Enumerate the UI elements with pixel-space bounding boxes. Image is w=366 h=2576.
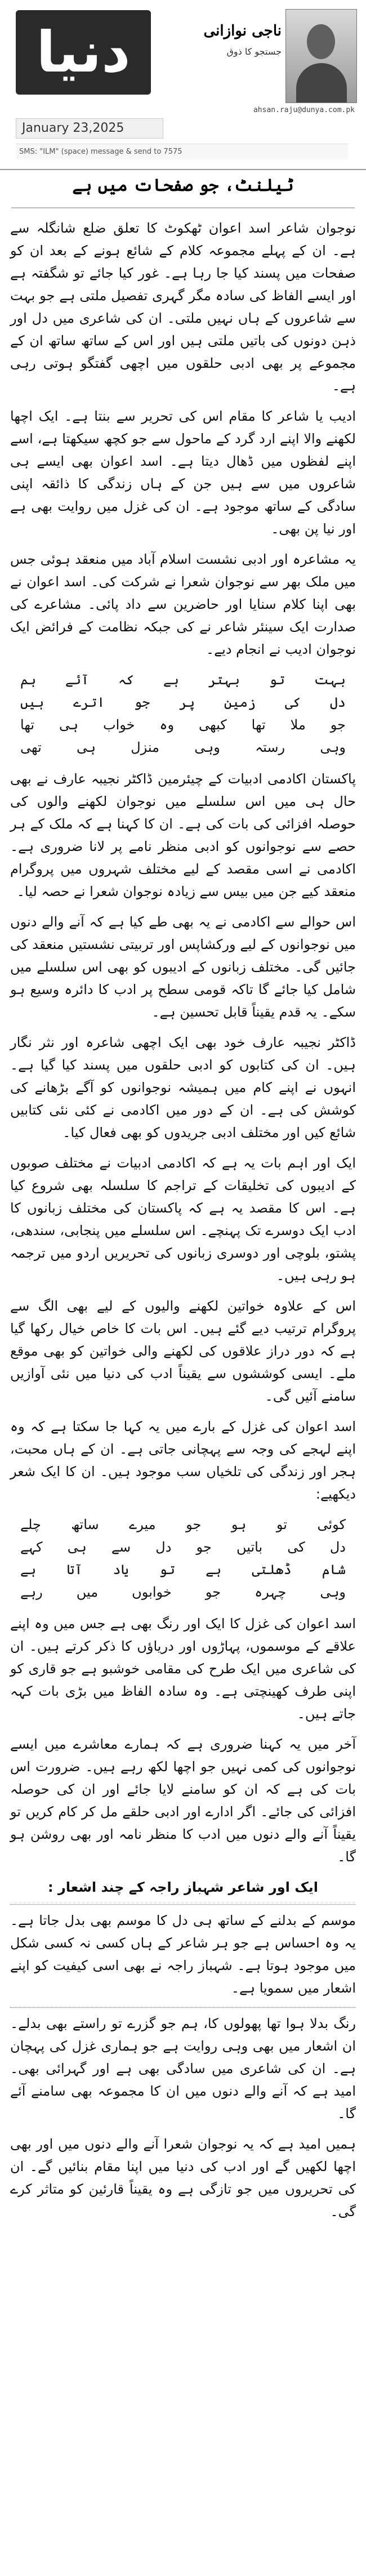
paragraph-8: اس کے علاوہ خواتین لکھنے والیوں کے لیے بھی الگ سے پروگرام ترتیب دیے گئے ہیں۔ اس بات کا خاص خیال رکھا گیا ہے کہ دور دراز علاقوں کی لکھنے والی خواتین کو بھی موقع ملے۔ ایسی کوششوں سے یقیناً ادب کی دنیا میں نئی آوازیں سامنے آئیں گی۔	[10, 1298, 356, 1404]
author-name: ناجی نوازانی	[203, 23, 282, 39]
dotted-divider	[10, 2007, 356, 2008]
poem-block-2	[10, 1513, 356, 1603]
poem-line: وہی چہرہ جو خوابوں میں رہے	[20, 1584, 346, 1600]
author-photo	[285, 9, 357, 103]
paragraph-5: اس حوالے سے اکادمی نے یہ بھی طے کیا ہے کہ آنے والے دنوں میں نوجوانوں کے لیے ورکشاپس اور تربیتی نشستیں منعقد کی جائیں گی۔ مختلف زبانوں کے ادیبوں کو بھی اس سلسلے میں شامل کیا جائے گا تاکہ قومی سطح پر ادب کا دائرہ وسیع ہو سکے۔ یہ قدم یقیناً قابل تحسین ہے۔	[10, 914, 356, 1020]
author-photo-body	[296, 63, 347, 102]
paragraph-4: پاکستان اکادمی ادبیات کے چیئرمین ڈاکٹر نجیبہ عارف نے بھی حال ہی میں اس سلسلے میں نوجوان لکھنے والوں کی حوصلہ افزائی کی بات کی ہے۔ ان کا کہنا ہے کہ ملک کے ہر حصے سے نوجوانوں کو ادبی منظر نامے پر لانا ضروری ہے۔ اکادمی نے اسی مقصد کے لیے مختلف شہروں میں پروگرام منعقد کیے جن میں بیس سے زیادہ نوجوان شعرا نے حصہ لیا۔	[10, 771, 356, 899]
paragraph-6: ڈاکٹر نجیبہ عارف خود بھی ایک اچھی شاعرہ اور نثر نگار ہیں۔ ان کی کتابوں کو ادبی حلقوں میں پسند کیا گیا ہے۔ انہوں نے اپنے کام میں ہمیشہ نوجوانوں کو آگے بڑھانے کی کوشش کی ہے۔ ان کے دور میں اکادمی نے کئی نئی کتابیں شائع کیں اور مختلف ادبی جریدوں کو بھی فعال کیا۔	[10, 1035, 356, 1140]
poem-line: وہی رستہ وہی منزل ہی تھی	[20, 739, 346, 755]
poem-line: بہت تو بہتر ہے کہ آئے ہم	[20, 672, 346, 688]
newspaper-logo: دنیا	[16, 10, 151, 95]
poem-line: کوئی تو ہو جو میرے ساتھ چلے	[20, 1517, 346, 1532]
poem-line: شام ڈھلتی ہے تو یاد آتا ہے	[20, 1562, 346, 1577]
paragraph-14: ہمیں امید ہے کہ یہ نوجوان شعرا آنے والے دنوں میں اور بھی اچھا لکھیں گے اور ادب کی دنیا میں اپنا مقام بنائیں گے۔ ان کی تحریروں میں جو تازگی ہے وہ یقیناً قارئین کو متاثر کرے گی۔	[10, 2136, 356, 2220]
sms-subscription-line: SMS: "ILM" (space) message & send to 7575	[16, 144, 348, 159]
poem-line: دل کی زمین پر جو اترے ہیں	[20, 694, 346, 710]
author-email[interactable]: ahsan.raju@dunya.com.pk	[253, 106, 355, 114]
author-box	[186, 6, 360, 118]
column-name: جستجو کا ذوق	[226, 46, 282, 57]
paragraph-2: ادیب یا شاعر کا مقام اس کی تحریر سے بنتا ہے۔ ایک اچھا لکھنے والا اپنے ارد گرد کے ماحول سے جو کچھ سیکھتا ہے، اسے اپنے لفظوں میں ڈھال دیتا ہے۔ اسد اعوان بھی ایسے ہی شاعروں میں سے ہیں جن کے ہاں زندگی کا ذائقہ اپنی سادگی کے ساتھ موجود ہے۔ ان کی غزل میں روایت بھی ہے اور نیا پن بھی۔	[10, 408, 356, 537]
publish-date: January 23,2025	[16, 118, 163, 139]
title-divider	[11, 207, 355, 208]
author-photo-head	[307, 24, 335, 59]
column-header	[0, 0, 366, 170]
paragraph-11: آخر میں یہ کہنا ضروری ہے کہ ہمارے معاشرے میں ایسے نوجوانوں کی کمی نہیں جو اچھا لکھ رہے ہیں۔ ضرورت اس بات کی ہے کہ ان کو سامنے لایا جائے اور ان کی حوصلہ افزائی کی جائے۔ اگر ادارے اور ادبی حلقے مل کر کام کریں تو یقیناً آنے والے دنوں میں ادب کا منظر نامہ اور بھی روشن ہو گا۔	[10, 1736, 356, 1865]
paragraph-13: رنگ بدلا ہوا تھا پھولوں کا، ہم جو گزرے تو راستے بھی بدلے۔ ان اشعار میں بھی وہی روایت ہے جو ہماری غزل کی پہچان ہے۔ ان کی شاعری میں سادگی بھی ہے اور گہرائی بھی۔ امید ہے کہ آنے والے دنوں میں ان کا مجموعہ بھی سامنے آئے گا۔	[10, 2016, 356, 2122]
article-body	[10, 217, 356, 2231]
article-title: ٹیلنٹ، جو صفحات میں ہے	[72, 176, 294, 195]
paragraph-12: موسم کے بدلنے کے ساتھ ہی دل کا موسم بھی بدل جاتا ہے۔ یہ وہ احساس ہے جو ہر شاعر کے ہاں کسی نہ کسی شکل میں موجود ہوتا ہے۔ شہباز راجہ نے بھی اسی کیفیت کو اپنے اشعار میں سمویا ہے۔	[10, 1913, 356, 1996]
paragraph-3: یہ مشاعرہ اور ادبی نشست اسلام آباد میں منعقد ہوئی جس میں ملک بھر سے نوجوان شعرا نے شرکت کی۔ اسد اعوان نے بھی اپنا کلام سنایا اور حاضرین سے داد پائی۔ مشاعرے کی صدارت ایک سینئر شاعر نے کی جبکہ نظامت کے فرائض ایک نوجوان ادیب نے انجام دیے۔	[10, 551, 356, 657]
paragraph-7: ایک اور اہم بات یہ ہے کہ اکادمی ادبیات نے مختلف صوبوں کے ادیبوں کی تخلیقات کے تراجم کا سلسلہ بھی شروع کیا ہے۔ اس کا مقصد یہ ہے کہ پاکستان کی مختلف زبانوں کا ادب ایک دوسرے تک پہنچے۔ اس سلسلے میں پنجابی، سندھی، پشتو، بلوچی اور دوسری زبانوں کی تحریریں اردو میں ترجمہ ہو رہی ہیں۔	[10, 1155, 356, 1283]
quote-intro: ایک اور شاعر شہباز راجہ کے چند اشعار :	[47, 1879, 319, 1895]
poem-block-1	[10, 668, 356, 759]
dotted-divider	[10, 1904, 356, 1905]
poem-line: دل کی باتیں جو دل سے ہی کہے	[20, 1539, 346, 1555]
paragraph-1: نوجوان شاعر اسد اعوان ٹھکوٹ کا تعلق ضلع شانگلہ سے ہے۔ ان کے پہلے مجموعہ کلام کے شائع ہونے کے بعد ان کو صفحات میں پسند کیا جا رہا ہے۔ غور کیا جائے تو شگفتہ ہے اور ایسے الفاظ کی سادہ مگر گہری تفصیل ملتی ہے جو بہت سے شاعروں کے ہاں نہیں ملتی۔ ان کی شاعری میں دل اور ذہن دونوں کی باتیں ملتی ہیں اور اس کے ساتھ ساتھ ان کے مجموعے پر بھی ادبی حلقوں میں اچھی گفتگو ہوتی رہی ہے۔	[10, 220, 356, 394]
paragraph-9: اسد اعوان کی غزل کے بارے میں یہ کہا جا سکتا ہے کہ وہ اپنے لہجے کی وجہ سے پہچانی جاتی ہے۔ ان کے ہاں محبت، ہجر اور زندگی کی تلخیاں سب موجود ہیں۔ ان کا ایک شعر دیکھیے:	[10, 1419, 356, 1502]
paragraph-10: اسد اعوان کی غزل کا ایک اور رنگ بھی ہے جس میں وہ اپنے علاقے کے موسموں، پہاڑوں اور دریاؤں کا ذکر کرتے ہیں۔ ان کی شاعری میں ایک طرح کی مقامی خوشبو ہے جو قاری کو اپنی طرف کھینچتی ہے۔ وہ سادہ الفاظ میں بڑی بات کہہ جاتے ہیں۔	[10, 1616, 356, 1722]
poem-line: جو ملا تھا کبھی وہ خواب ہی تھا	[20, 717, 346, 733]
